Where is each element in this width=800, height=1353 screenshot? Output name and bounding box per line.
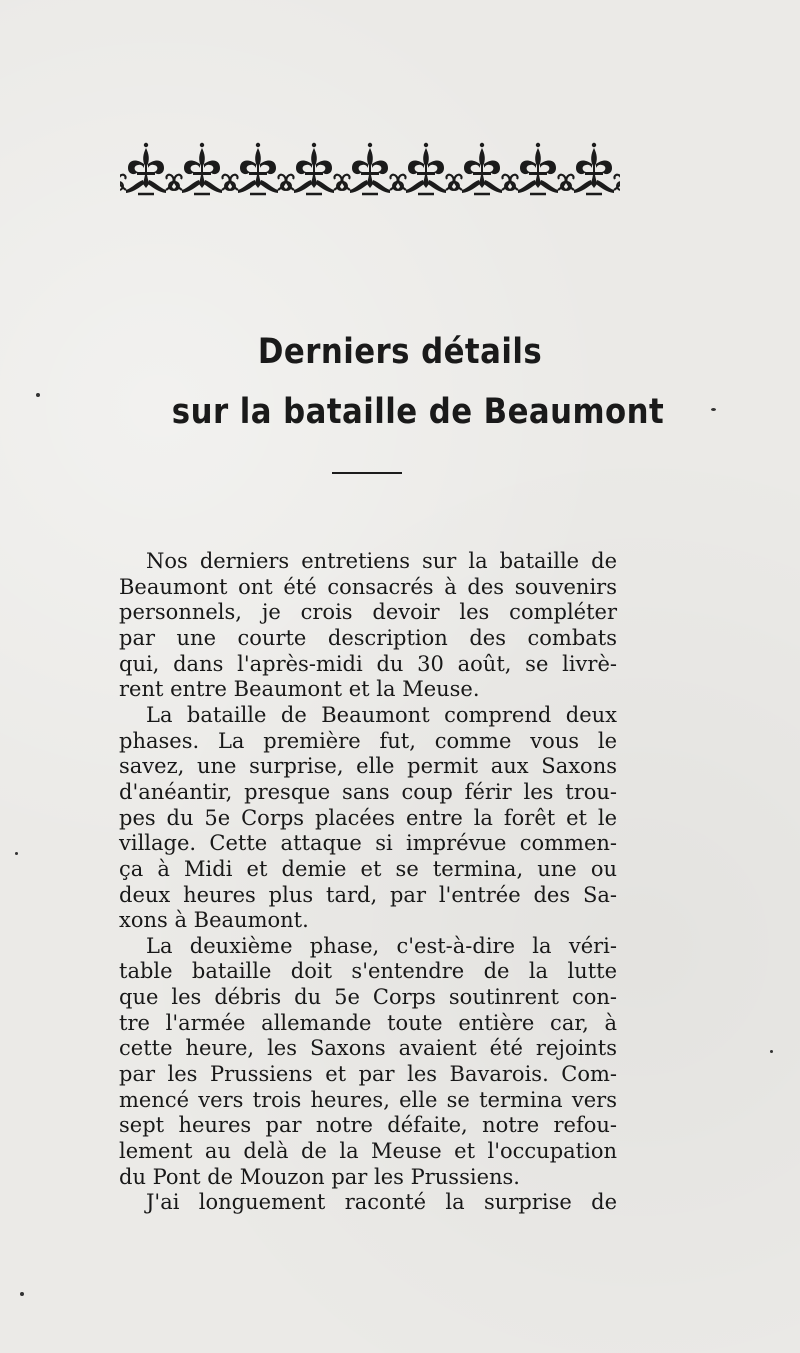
title-divider <box>332 472 402 474</box>
text-line: savez, une surprise, elle permit aux Saxons <box>119 754 617 779</box>
text-line: ça à Midi et demie et se termina, une ou <box>119 856 617 881</box>
paper-speck <box>20 1292 24 1296</box>
paper-speck <box>15 852 18 855</box>
paper-speck <box>36 393 40 397</box>
text-line: J'ai longuement raconté la surprise de <box>146 1190 617 1215</box>
fleur-de-lis-motif <box>563 143 620 194</box>
text-line: d'anéantir, presque sans coup férir les trou- <box>119 779 617 804</box>
fleur-de-lis-border-icon <box>120 140 620 198</box>
text-line: sept heures par notre défaite, notre refou- <box>119 1113 617 1138</box>
text-line: Beaumont ont été consacrés à des souvenirs <box>119 574 617 599</box>
fleur-de-lis-motif <box>283 143 345 194</box>
fleur-de-lis-motif <box>507 143 569 194</box>
text-line: lement au delà de la Meuse et l'occupation <box>119 1138 617 1163</box>
text-line: par une courte description des combats <box>119 626 617 650</box>
chapter-title-line-1: Derniers détails <box>257 332 543 372</box>
paper-speck <box>711 408 716 411</box>
fleur-de-lis-motif <box>451 143 513 194</box>
chapter-title-line-2: sur la bataille de Beaumont <box>171 392 665 432</box>
text-line: mencé vers trois heures, elle se termina vers <box>119 1087 617 1112</box>
text-line: rent entre Beaumont et la Meuse. <box>119 677 480 702</box>
text-line: pes du 5e Corps placées entre la forêt et le <box>119 805 617 830</box>
text-line: deux heures plus tard, par l'entrée des Sa- <box>119 882 617 907</box>
fleur-de-lis-motif <box>339 143 401 194</box>
text-line: xons à Beaumont. <box>119 908 309 933</box>
fleur-de-lis-motif <box>171 143 233 194</box>
text-line: cette heure, les Saxons avaient été rejoints <box>119 1036 617 1061</box>
text-line: Nos derniers entretiens sur la bataille de <box>146 549 617 573</box>
text-line: tre l'armée allemande toute entière car, à <box>119 1010 617 1035</box>
text-line: village. Cette attaque si imprévue commen- <box>119 831 617 856</box>
fleur-de-lis-motif <box>120 143 177 194</box>
text-line: personnels, je crois devoir les compléter <box>119 600 617 625</box>
text-line: qui, dans l'après-midi du 30 août, se livrè- <box>119 651 617 676</box>
text-line: La bataille de Beaumont comprend deux <box>146 702 617 727</box>
text-line: du Pont de Mouzon par les Prussiens. <box>119 1164 520 1189</box>
text-line: que les débris du 5e Corps soutinrent con- <box>119 985 617 1009</box>
paper-speck <box>770 1050 773 1053</box>
text-line: table bataille doit s'entendre de la lutte <box>119 959 617 984</box>
text-line: La deuxième phase, c'est-à-dire la véri- <box>146 933 617 958</box>
text-line: phases. La première fut, comme vous le <box>119 728 617 753</box>
fleur-de-lis-motif <box>395 143 457 194</box>
text-line: par les Prussiens et par les Bavarois. Com- <box>119 1062 617 1086</box>
fleur-de-lis-motif <box>227 143 289 194</box>
